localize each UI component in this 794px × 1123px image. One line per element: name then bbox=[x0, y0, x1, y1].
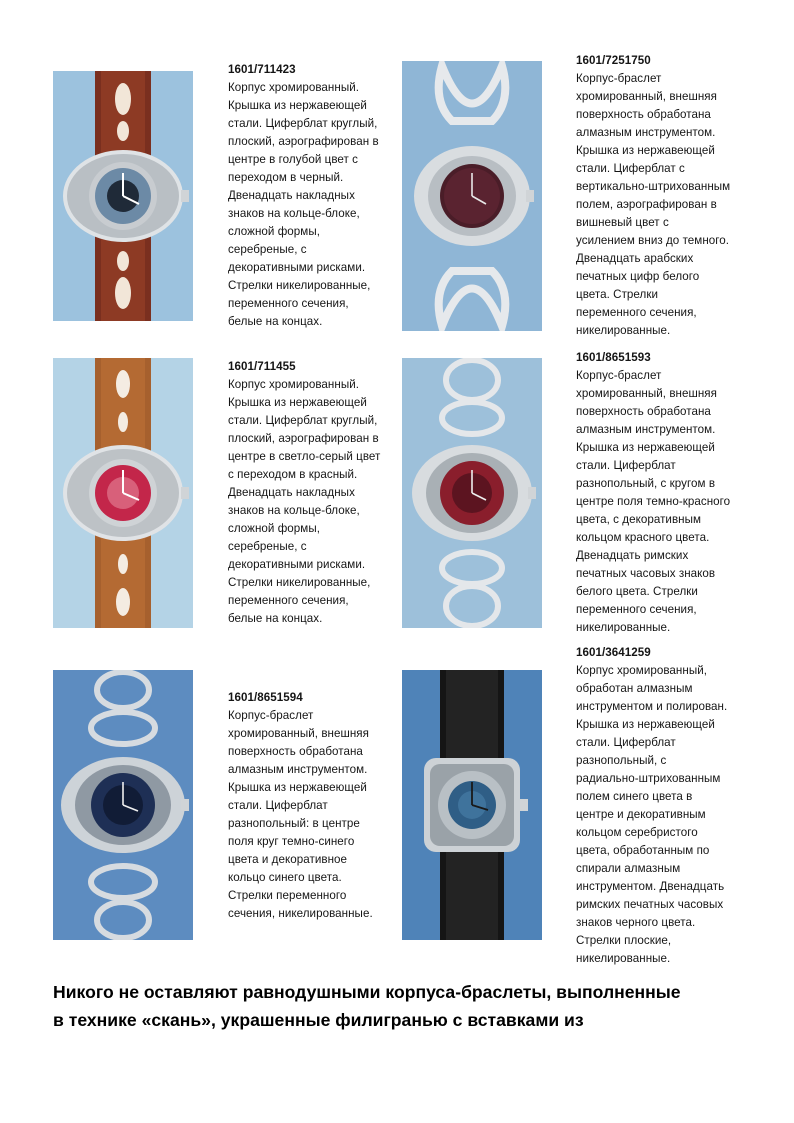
watch-photo-3641259 bbox=[402, 670, 542, 940]
watch-description-7251750 bbox=[576, 52, 751, 340]
watch-description-711455 bbox=[228, 358, 398, 628]
model-code: 1601/7251750 bbox=[576, 54, 651, 67]
description-text: Корпус-браслет хромированный, внешняя поверхность обработана алмазным инструментом. Крышка из нержавеющей стали. Циферблат с вертикально-штрихованным полем, аэрографирован в вишневый цвет с усилением вниз до темного. Двенадцать арабских печатных цифр белого цвета. Стрелки переменного сечения, никелированные. bbox=[576, 72, 731, 337]
description-text: Корпус хромированный, обработан алмазным инструментом и полирован. Крышка из нержавеющей стали. Циферблат разнопольный, с радиально-штрихованным полем синего цвета в центре и декоративным кольцом серебристого цвета, обработанным по спирали алмазным инструментом. Двенадцать римских печатных часовых знаков черного цвета. Стрелки плоские, никелированные. bbox=[576, 664, 728, 965]
watch-description-8651593 bbox=[576, 349, 751, 637]
model-code: 1601/3641259 bbox=[576, 646, 651, 659]
model-code: 1601/711455 bbox=[228, 360, 296, 373]
watch-photo-7251750 bbox=[402, 61, 542, 331]
watch-description-8651594 bbox=[228, 689, 398, 923]
model-code: 1601/711423 bbox=[228, 63, 296, 76]
watch-photo-711455 bbox=[53, 358, 193, 628]
model-code: 1601/8651594 bbox=[228, 691, 303, 704]
watch-photo-711423 bbox=[53, 71, 193, 321]
model-code: 1601/8651593 bbox=[576, 351, 651, 364]
watch-description-3641259 bbox=[576, 644, 751, 968]
watch-photo-8651594 bbox=[53, 670, 193, 940]
description-text: Корпус-браслет хромированный, внешняя поверхность обработана алмазным инструментом. Крышка из нержавеющей стали. Циферблат разнопольный: в центре поля круг темно-синего цвета и декоративное кольцо синего цвета. Стрелки переменного сечения, никелированные. bbox=[228, 709, 373, 920]
watch-description-711423 bbox=[228, 61, 398, 331]
description-text: Корпус хромированный. Крышка из нержавеющей стали. Циферблат круглый, плоский, аэрографирован в центре в светло-серый цвет с переходом в красный. Двенадцать накладных знаков на кольце-блоке, сложной формы, серебреные, с декоративными рисками. Стрелки никелированные, переменного сечения, белые на концах. bbox=[228, 378, 381, 625]
description-text: Корпус-браслет хромированный, внешняя поверхность обработана алмазным инструментом. Крышка из нержавеющей стали. Циферблат разнопольный, с кругом в центре поля темно-красного цвета, с декоративным кольцом красного цвета. Двенадцать римских печатных часовых знаков белого цвета. Стрелки переменного сечения, никелированные. bbox=[576, 369, 731, 634]
description-text: Корпус хромированный. Крышка из нержавеющей стали. Циферблат круглый, плоский, аэрографирован в центре в голубой цвет с переходом в черный. Двенадцать накладных знаков на кольце-блоке, сложной формы, серебреные, с декоративными рисками. Стрелки никелированные, переменного сечения, белые на концах. bbox=[228, 81, 379, 328]
footer-text: Никого не оставляют равнодушными корпуса-браслеты, выполненные в технике «скань», украшенные филигранью с вставками из bbox=[53, 982, 681, 1030]
watch-photo-8651593 bbox=[402, 358, 542, 628]
